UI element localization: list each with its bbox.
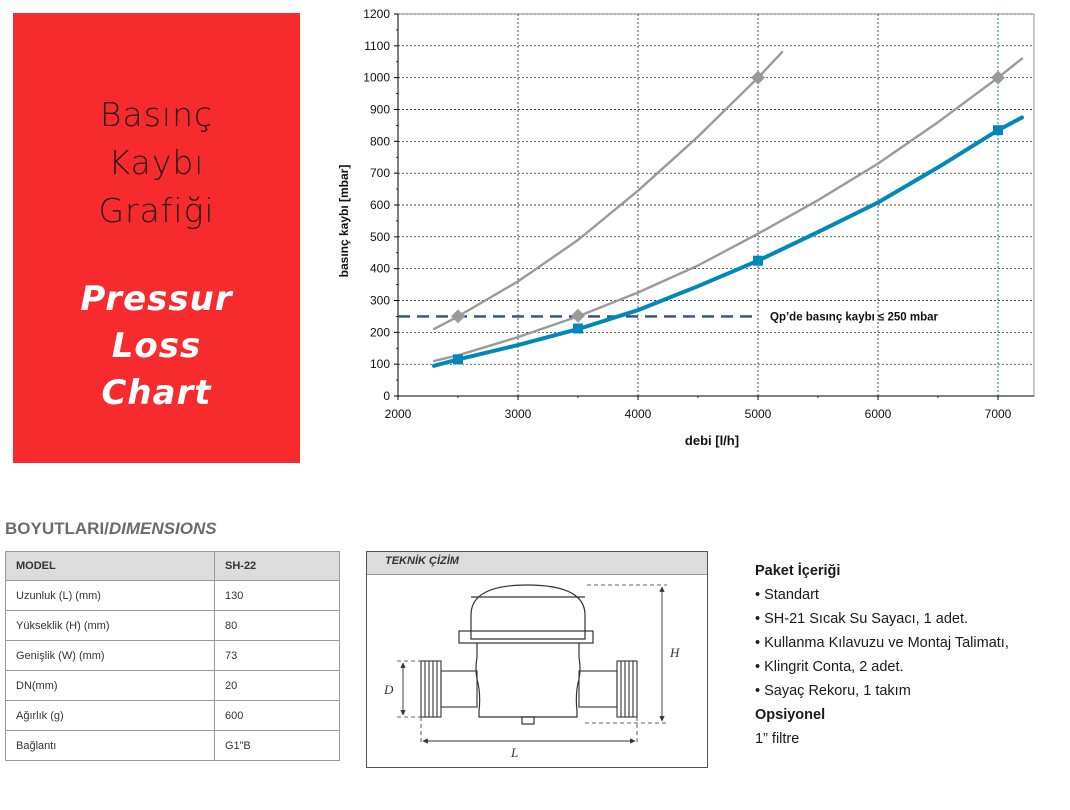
y-tick-label: 100 [369, 357, 390, 372]
technical-drawing-title: TEKNİK ÇİZİM [385, 555, 459, 567]
x-tick-label: 7000 [984, 407, 1012, 421]
y-tick-label: 200 [369, 325, 390, 340]
row-label: Uzunluk (L) (mm) [6, 581, 215, 611]
right-connector [579, 661, 637, 717]
dimension-label-d: D [384, 682, 394, 697]
title-turkish [13, 91, 300, 235]
optional-title: Opsiyonel [755, 707, 826, 723]
header-cell: MODEL [6, 552, 215, 581]
package-item: • Klingrit Conta, 2 adet. [755, 655, 1009, 679]
row-value: 80 [215, 611, 340, 641]
package-item: • Sayaç Rekoru, 1 takım [755, 679, 1009, 703]
y-tick-label: 900 [369, 102, 390, 117]
title-tr-line: Kaybı [108, 143, 205, 182]
dimensions-table [5, 551, 340, 761]
y-tick-label: 0 [383, 389, 390, 403]
blue-square-marker [573, 324, 583, 334]
x-tick-label: 4000 [624, 407, 652, 421]
package-item: • SH-21 Sıcak Su Sayacı, 1 adet. [755, 607, 1009, 631]
title-panel [13, 13, 300, 463]
header-cell: SH-22 [215, 552, 340, 581]
y-tick-label: 1100 [364, 38, 390, 53]
row-value: 73 [215, 641, 340, 671]
table-row [6, 611, 340, 641]
x-tick-label: 6000 [864, 407, 892, 421]
row-label: DN(mm) [6, 671, 215, 701]
y-tick-label: 1200 [363, 7, 390, 21]
row-label: Bağlantı [6, 731, 215, 761]
table-row [6, 701, 340, 731]
meter-head [459, 585, 593, 724]
row-value: 600 [215, 701, 340, 731]
package-item: • Kullanma Kılavuzu ve Montaj Talimatı, [755, 631, 1009, 655]
title-en-line: Chart [101, 373, 212, 413]
y-tick-label: 400 [369, 261, 390, 276]
table-row [6, 581, 340, 611]
row-value: 20 [215, 671, 340, 701]
title-tr-line: Basınç [99, 95, 214, 134]
table-row [6, 671, 340, 701]
dimensions-heading-italic: DIMENSIONS [108, 519, 217, 538]
title-en-line: Pressur [80, 279, 233, 319]
package-contents [755, 559, 1009, 751]
y-tick-label: 700 [369, 166, 390, 181]
package-item: • Standart [755, 583, 1009, 607]
row-label: Genişlik (W) (mm) [6, 641, 215, 671]
title-en-line: Loss [111, 326, 202, 366]
technical-drawing-panel [366, 551, 708, 768]
title-english [13, 276, 300, 417]
left-connector [421, 661, 477, 717]
dimension-label-h: H [670, 645, 680, 660]
package-title: Paket İçeriği [755, 563, 841, 579]
x-axis-label: debi [l/h] [684, 433, 740, 448]
series-line-gray-steep [434, 52, 782, 329]
y-tick-label: 1000 [363, 70, 390, 85]
blue-square-marker [753, 256, 763, 266]
dimension-arrows [403, 587, 662, 741]
title-tr-line: Grafiği [98, 191, 215, 230]
water-meter-drawing [367, 575, 707, 767]
blue-square-marker [993, 125, 1003, 135]
y-tick-label: 300 [369, 293, 390, 308]
dimensions-heading [5, 519, 217, 539]
table-row [6, 731, 340, 761]
table-header-row [6, 552, 340, 581]
table-row [6, 641, 340, 671]
row-value: G1”B [215, 731, 340, 761]
x-tick-label: 2000 [384, 407, 412, 421]
x-tick-label: 5000 [744, 407, 772, 421]
gray-diamond-marker [451, 309, 465, 323]
reference-line-label: Qp’de basınç kaybı ≤ 250 mbar [770, 311, 939, 324]
dimension-label-l: L [511, 745, 519, 760]
row-label: Ağırlık (g) [6, 701, 215, 731]
y-tick-label: 500 [369, 229, 390, 244]
dimensions-heading-main: BOYUTLARI/ [5, 519, 109, 538]
blue-square-marker [453, 354, 463, 364]
x-tick-label: 3000 [504, 407, 532, 421]
y-axis-label: basınç kaybı [mbar] [337, 164, 351, 278]
y-tick-label: 600 [369, 198, 390, 212]
y-tick-label: 800 [369, 134, 390, 149]
row-label: Yükseklik (H) (mm) [6, 611, 215, 641]
series-line-blue [434, 118, 1022, 366]
pressure-loss-chart [330, 0, 1050, 470]
optional-item: 1” filtre [755, 731, 800, 747]
gray-diamond-marker [571, 309, 585, 323]
row-value: 130 [215, 581, 340, 611]
